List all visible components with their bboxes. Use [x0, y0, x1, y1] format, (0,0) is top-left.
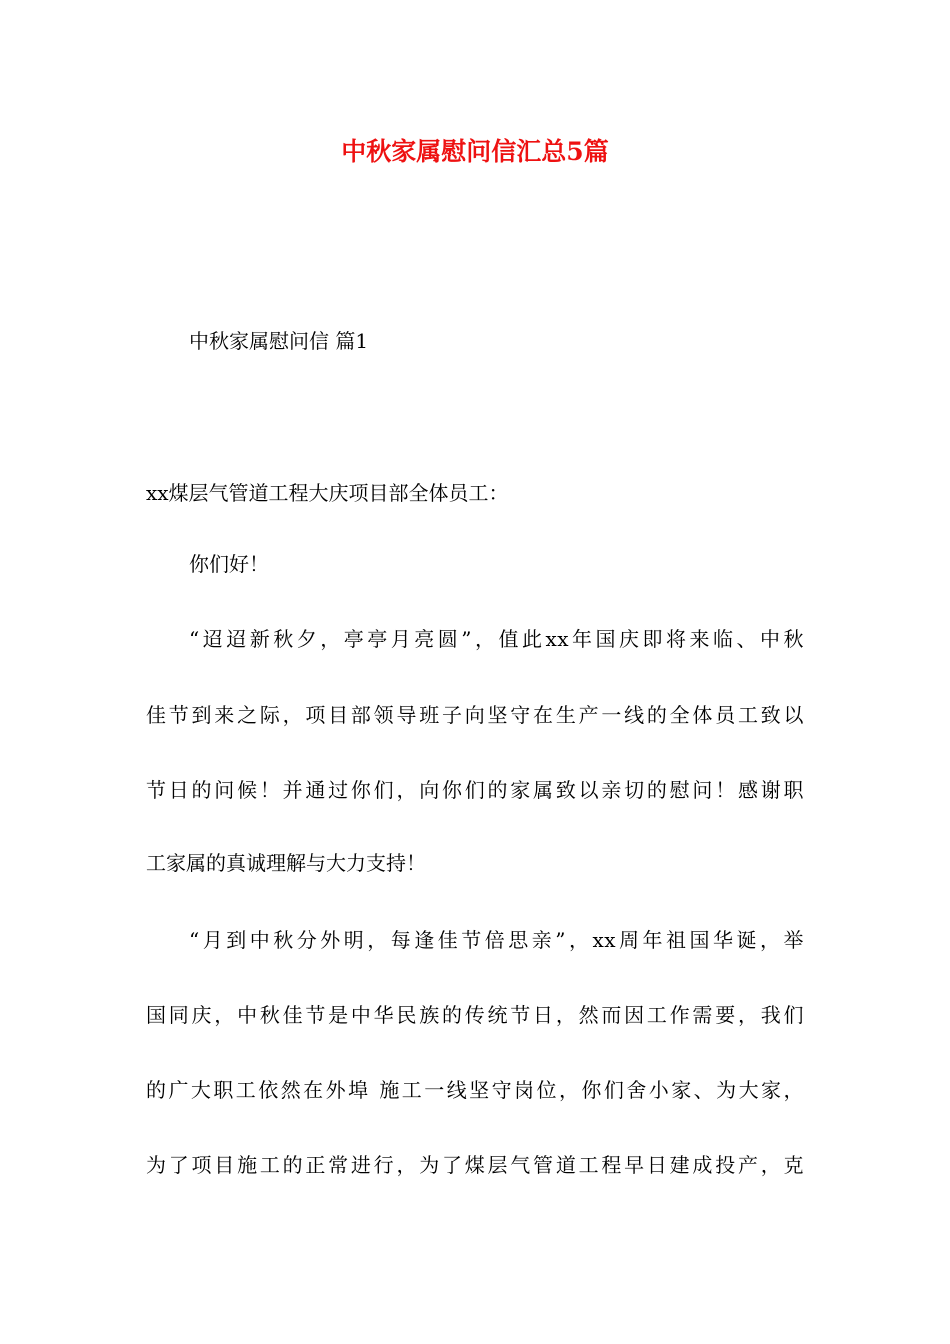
paragraph-line: “迢迢新秋夕，亭亭月亮圆”，值此xx年国庆即将来临、中秋: [189, 627, 804, 651]
section-heading: 中秋家属慰问信 篇1: [189, 329, 369, 353]
paragraph-line: 为了项目施工的正常进行，为了煤层气管道工程早日建成投产，克: [146, 1153, 804, 1177]
greeting: 你们好！: [189, 552, 269, 576]
paragraph-line: 的广大职工依然在外埠 施工一线坚守岗位，你们舍小家、为大家，: [146, 1078, 804, 1102]
paragraph-line: 佳节到来之际，项目部领导班子向坚守在生产一线的全体员工致以: [146, 703, 804, 727]
salutation: xx煤层气管道工程大庆项目部全体员工：: [146, 481, 509, 505]
paragraph-line: 国同庆，中秋佳节是中华民族的传统节日，然而因工作需要，我们: [146, 1003, 804, 1027]
paragraph-line: 节日的问候！并通过你们，向你们的家属致以亲切的慰问！感谢职: [146, 778, 804, 802]
paragraph-line: “月到中秋分外明，每逢佳节倍思亲”，xx周年祖国华诞，举: [189, 928, 804, 952]
document-title: 中秋家属慰问信汇总5篇: [341, 137, 609, 166]
paragraph-line: 工家属的真诚理解与大力支持！: [146, 851, 426, 875]
